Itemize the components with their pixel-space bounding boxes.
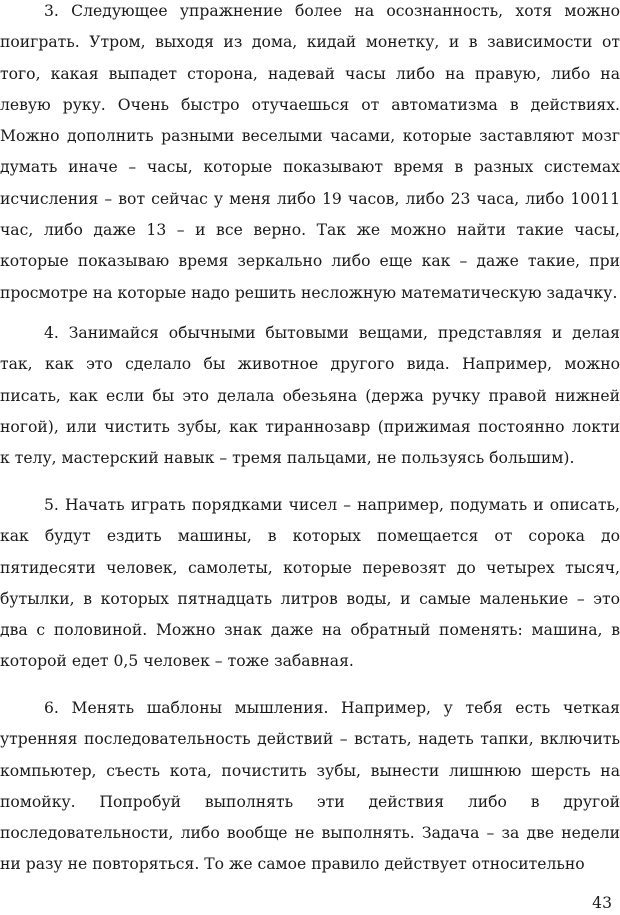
text-line: просмотре на которые надо решить несложную математическую задачку. (0, 283, 618, 302)
text-line: утренняя последовательность действий – встать, надеть тапки, включить (0, 730, 620, 749)
text-line: 5. Начать играть порядками чисел – например, подумать и описать, (44, 496, 620, 514)
text-line: 3. Следующее упражнение более на осознанность, хотя можно (44, 2, 620, 20)
text-line: пятидесяти человек, самолеты, которые перевозят до четырех тысяч, (0, 558, 620, 577)
text-line: исчисления – вот сейчас у меня либо 19 часов, либо 23 часа, либо 10011 (0, 189, 620, 208)
text-line: помойку. Попробуй выполнять эти действия либо в другой (0, 792, 620, 811)
text-line: 6. Менять шаблоны мышления. Например, у тебя есть четкая (44, 699, 620, 717)
paragraph-exercise-4 (0, 318, 620, 474)
text-line: Можно дополнить разными веселыми часами, которые заставляют мозг (0, 127, 620, 146)
text-line: того, какая выпадет сторона, надевай часы либо на правую, либо на (0, 64, 620, 83)
text-line: два с половиной. Можно знак даже на обратный поменять: машина, в (0, 621, 620, 640)
text-line: которые показываю время зеркально либо еще как – даже такие, при (0, 252, 620, 271)
text-line: писать, как если бы это делала обезьяна (держа ручку правой нижней (0, 386, 620, 405)
text-line: к телу, мастерский навык – тремя пальцами, не пользуясь большим). (0, 449, 575, 468)
text-line: так, как это сделало бы животное другого вида. Например, можно (0, 355, 620, 374)
text-line: бутылки, в которых пятнадцать литров воды, и самые маленькие – это (0, 589, 620, 608)
text-line: последовательности, либо вообще не выполнять. Задача – за две недели (0, 824, 620, 843)
text-line: как будут ездить машины, в которых помещается от сорока до (0, 527, 620, 546)
paragraph-exercise-3 (0, 0, 620, 309)
text-line: ногой), или чистить зубы, как тираннозавр (прижимая постоянно локти (0, 417, 620, 436)
page-number: 43 (592, 894, 612, 912)
text-line: думать иначе – часы, которые показывают время в разных системах (0, 158, 620, 177)
text-line: которой едет 0,5 человек – тоже забавная. (0, 652, 354, 671)
text-line: 4. Занимайся обычными бытовыми вещами, представляя и делая (44, 324, 620, 342)
text-line: час, либо даже 13 – и все верно. Так же можно найти такие часы, (0, 221, 620, 240)
text-line: поиграть. Утром, выходя из дома, кидай монетку, и в зависимости от (0, 33, 620, 52)
paragraph-exercise-5 (0, 490, 620, 678)
text-line: левую руку. Очень быстро отучаешься от автоматизма в действиях. (0, 95, 620, 114)
text-line: ни разу не повторяться. То же самое правило действует относительно (0, 855, 585, 874)
text-line: компьютер, съесть кота, почистить зубы, вынести лишнюю шерсть на (0, 761, 620, 780)
paragraph-exercise-6 (0, 693, 620, 881)
